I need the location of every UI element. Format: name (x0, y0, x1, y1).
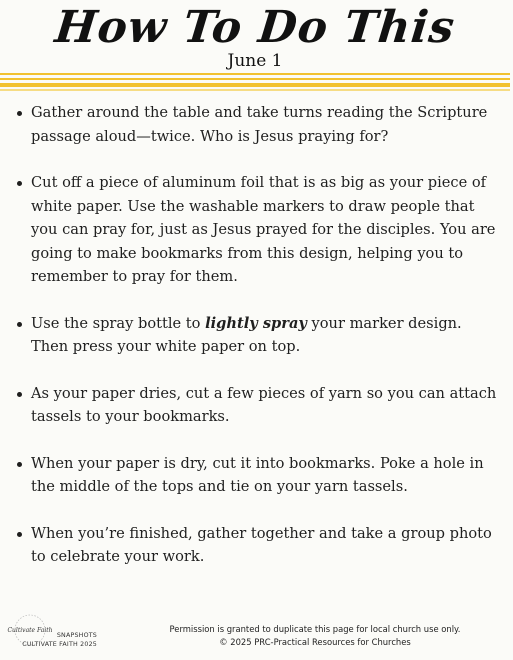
instruction-step (14, 312, 502, 359)
page-date: June 1 (227, 51, 283, 71)
instruction-step: Gather around the table and take turns reading the Scripture passage aloud—twice. Who is Jesus praying for? (14, 101, 502, 148)
header-stripe (0, 78, 510, 80)
header-stripe (0, 89, 510, 91)
logo-text: Cultivate Faith (7, 627, 53, 634)
step-emphasis: lightly spray (205, 314, 307, 332)
header-stripe (0, 83, 510, 87)
footer-permission (140, 623, 490, 648)
header-stripe (0, 73, 510, 75)
instruction-step: As your paper dries, cut a few pieces of yarn so you can attach tassels to your bookmarks. (14, 382, 502, 429)
copyright-text: © 2025 PRC-Practical Resources for Churches (219, 636, 411, 647)
permission-text: Permission is granted to duplicate this page for local church use only. (169, 624, 461, 634)
instruction-step: Cut off a piece of aluminum foil that is as big as your piece of white paper. Use the washable markers to draw people that you can pray for, just as Jesus prayed for the disciples. You are going to make bookmarks from this design, helping you to remember to pray for them. (14, 171, 502, 289)
step-text: your marker design. Then press your white paper on top. (31, 314, 462, 355)
brand-line: CULTIVATE FAITH 2025 (22, 641, 97, 648)
brand-line: SNAPSHOTS (56, 632, 97, 639)
step-text: Use the spray bottle to (31, 314, 206, 332)
page-header (0, 0, 510, 92)
page-title: How To Do This (52, 2, 458, 53)
instruction-step: When your paper is dry, cut it into bookmarks. Poke a hole in the middle of the tops and tie on your yarn tassels. (14, 452, 502, 499)
instruction-list (14, 101, 502, 592)
brand-text (17, 631, 97, 649)
instruction-step: When you’re finished, gather together and take a group photo to celebrate your work. (14, 522, 502, 569)
